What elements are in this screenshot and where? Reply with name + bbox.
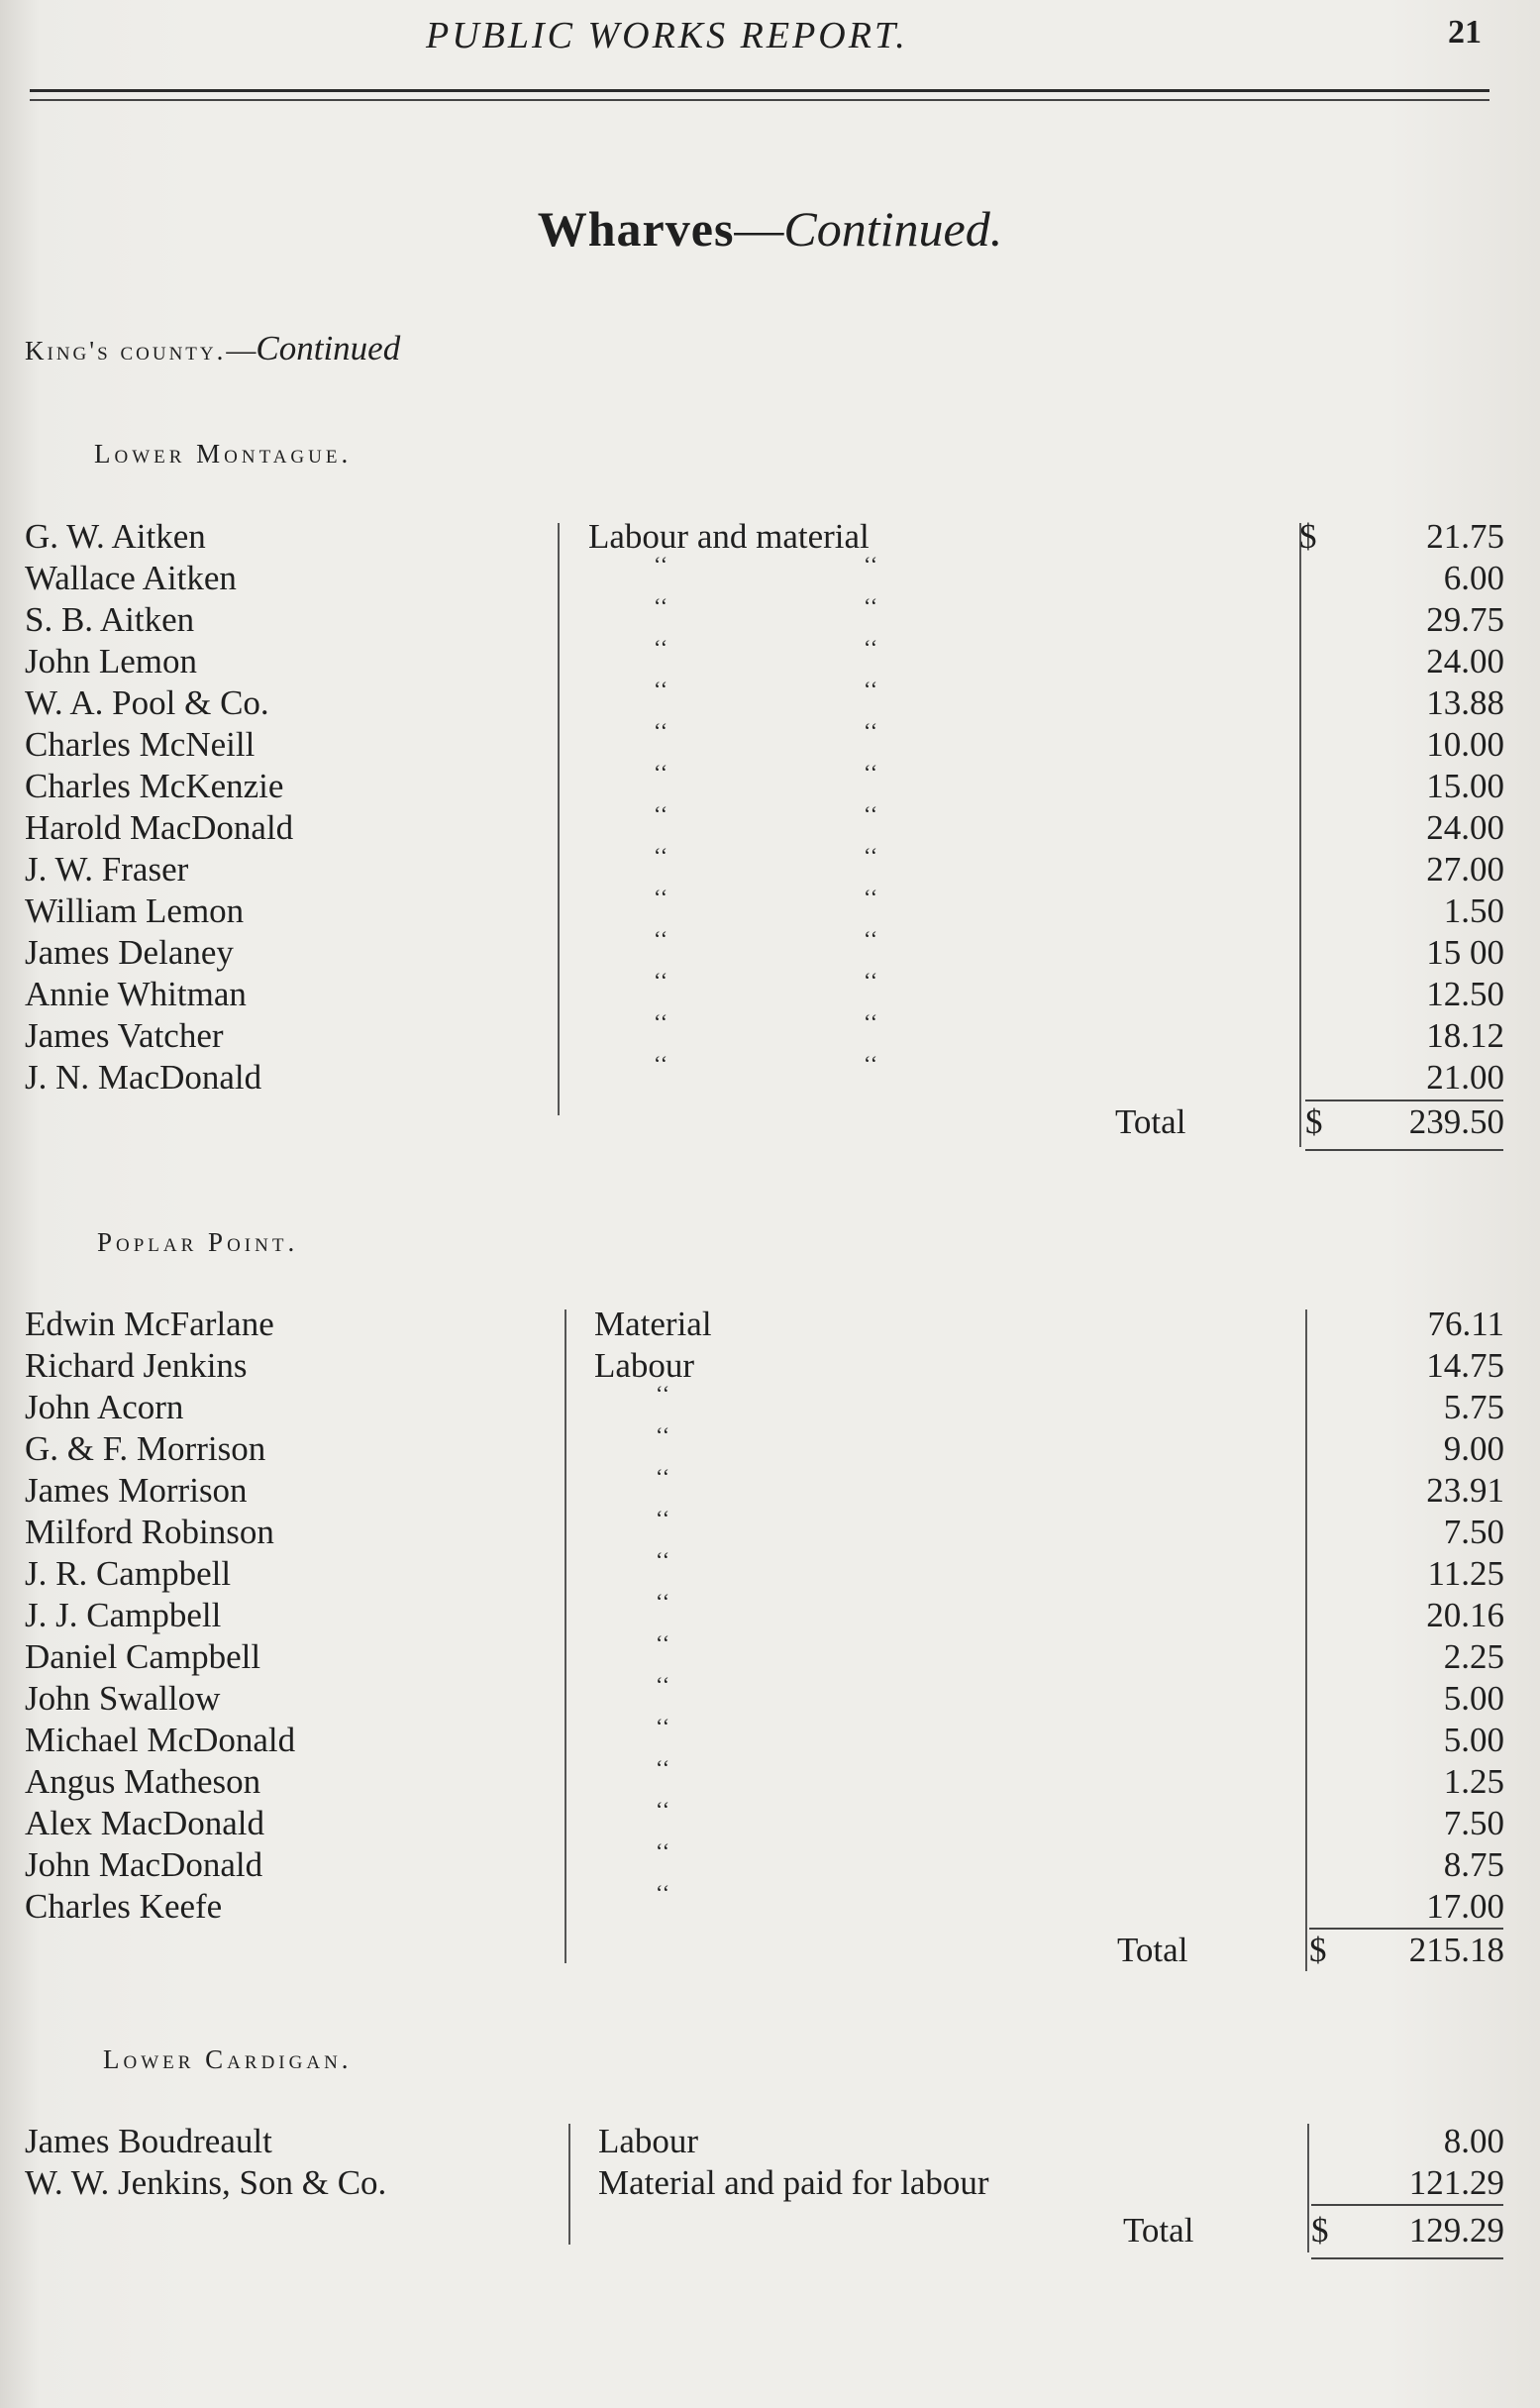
entry-amount: 21.00 (1426, 1058, 1504, 1097)
entry-name: Alex MacDonald (25, 1804, 265, 1842)
entry-amount: 7.50 (1443, 1804, 1504, 1842)
ledger-row (0, 552, 1540, 599)
entry-amount: 27.00 (1426, 850, 1504, 889)
entry-amount: 13.88 (1426, 683, 1504, 722)
ledger-row (0, 1630, 1540, 1678)
entry-name: G. W. Aitken (25, 517, 206, 556)
entry-name: John Acorn (25, 1388, 184, 1426)
ledger-row (0, 1589, 1540, 1636)
ledger-row (0, 1880, 1540, 1928)
entry-amount: 10.00 (1426, 725, 1504, 764)
section-title (0, 200, 1540, 258)
entry-amount: 2.25 (1443, 1637, 1504, 1676)
ledger-row (0, 801, 1540, 849)
group-heading-poplar-point: Poplar Point. (97, 1227, 299, 1257)
header-rule-thin (30, 99, 1489, 101)
entry-name: Richard Jenkins (25, 1346, 248, 1385)
page-number: 21 (1448, 14, 1482, 51)
entry-name: W. W. Jenkins, Son & Co. (25, 2163, 387, 2202)
ditto-mark: ‘‘ (656, 1838, 671, 1863)
county-name: King's county. (25, 336, 227, 366)
ledger-row (0, 1381, 1540, 1428)
ditto-mark: ‘‘ (864, 593, 879, 618)
entry-amount: 1.50 (1443, 891, 1504, 930)
entry-name: John Swallow (25, 1679, 221, 1718)
entry-amount: 11.25 (1427, 1554, 1504, 1593)
ledger-row (0, 677, 1540, 724)
ledger-row (0, 1464, 1540, 1512)
entry-name: John MacDonald (25, 1845, 263, 1884)
ditto-mark: ‘‘ (654, 926, 669, 951)
entry-amount: 8.00 (1443, 2122, 1504, 2160)
entry-name: Charles McKenzie (25, 767, 284, 805)
ditto-mark: ‘‘ (656, 1381, 671, 1406)
entry-name: S. B. Aitken (25, 600, 195, 639)
ledger-row (0, 1506, 1540, 1553)
entry-description: Labour (598, 2122, 699, 2160)
entry-description: Labour and material (588, 517, 870, 556)
entry-description: Material and paid for labour (598, 2163, 989, 2202)
ditto-mark: ‘‘ (864, 801, 879, 826)
ledger-row (0, 760, 1540, 807)
entry-name: W. A. Pool & Co. (25, 683, 269, 722)
entry-amount: 7.50 (1443, 1513, 1504, 1551)
county-continued: Continued (256, 329, 401, 367)
entry-amount: 5.75 (1443, 1388, 1504, 1426)
entry-name: Milford Robinson (25, 1513, 274, 1551)
entry-amount: 121.29 (1408, 2163, 1504, 2202)
entry-name: G. & F. Morrison (25, 1429, 266, 1468)
ditto-mark: ‘‘ (864, 843, 879, 868)
ditto-mark: ‘‘ (656, 1672, 671, 1697)
ditto-mark: ‘‘ (864, 635, 879, 660)
ditto-mark: ‘‘ (654, 843, 669, 868)
ditto-mark: ‘‘ (864, 552, 879, 576)
entry-name: J. W. Fraser (25, 850, 189, 889)
section-title-main: Wharves (537, 201, 735, 257)
entry-amount: 20.16 (1426, 1596, 1504, 1634)
dollar-sign: $ (1311, 2211, 1329, 2250)
entry-amount: 8.75 (1443, 1845, 1504, 1884)
entry-name: John Lemon (25, 642, 198, 681)
total-amount: 239.50 (1408, 1102, 1504, 1141)
entry-name: James Vatcher (25, 1016, 224, 1055)
dollar-sign: $ (1305, 1102, 1323, 1141)
entry-amount: 14.75 (1426, 1346, 1504, 1385)
group-heading-lower-cardigan: Lower Cardigan. (103, 2044, 353, 2074)
ditto-mark: ‘‘ (656, 1589, 671, 1614)
ledger-row (0, 1755, 1540, 1803)
entry-description: Material (594, 1305, 712, 1343)
ditto-mark: ‘‘ (654, 760, 669, 785)
ditto-mark: ‘‘ (864, 885, 879, 909)
entry-name: James Delaney (25, 933, 234, 972)
running-head (0, 14, 1540, 63)
entry-name: Angus Matheson (25, 1762, 261, 1801)
ledger-row (0, 1422, 1540, 1470)
county-heading (25, 329, 400, 368)
entry-name: J. J. Campbell (25, 1596, 222, 1634)
entry-name: J. R. Campbell (25, 1554, 232, 1593)
ditto-mark: ‘‘ (656, 1547, 671, 1572)
entry-name: James Morrison (25, 1471, 248, 1510)
total-amount: 215.18 (1408, 1931, 1504, 1969)
ledger-row (0, 718, 1540, 766)
ledger-row (0, 1345, 1540, 1387)
entry-amount: 17.00 (1426, 1887, 1504, 1926)
entry-amount: 18.12 (1426, 1016, 1504, 1055)
entry-amount: 24.00 (1426, 642, 1504, 681)
ditto-mark: ‘‘ (864, 1009, 879, 1034)
entry-amount: 15.00 (1426, 767, 1504, 805)
ledger-row (0, 1672, 1540, 1720)
ledger-row (0, 593, 1540, 641)
entry-amount: 23.91 (1426, 1471, 1504, 1510)
ditto-mark: ‘‘ (654, 1051, 669, 1076)
ditto-mark: ‘‘ (654, 593, 669, 618)
ditto-mark: ‘‘ (656, 1714, 671, 1738)
ledger-row (0, 1009, 1540, 1057)
ditto-mark: ‘‘ (656, 1506, 671, 1530)
total-underline (1305, 1149, 1503, 1151)
ledger-row (0, 1051, 1540, 1099)
entry-name: James Boudreault (25, 2122, 272, 2160)
ditto-mark: ‘‘ (864, 968, 879, 993)
entry-amount: 24.00 (1426, 808, 1504, 847)
total-label: Total (1115, 1102, 1186, 1141)
ditto-mark: ‘‘ (656, 1755, 671, 1780)
ditto-mark: ‘‘ (654, 885, 669, 909)
entry-name: Michael McDonald (25, 1721, 296, 1759)
ditto-mark: ‘‘ (654, 801, 669, 826)
entry-name: Annie Whitman (25, 975, 247, 1013)
ditto-mark: ‘‘ (656, 1880, 671, 1905)
running-title: PUBLIC WORKS REPORT. (426, 15, 908, 56)
group-heading-lower-montague: Lower Montague. (94, 439, 353, 469)
ledger-row (0, 885, 1540, 932)
entry-name: Harold MacDonald (25, 808, 294, 847)
entry-name: Charles McNeill (25, 725, 256, 764)
total-underline (1311, 2257, 1503, 2259)
ditto-mark: ‘‘ (864, 926, 879, 951)
dollar-sign: $ (1299, 517, 1317, 556)
header-rule (30, 89, 1489, 92)
entry-name: William Lemon (25, 891, 245, 930)
ledger-row (0, 635, 1540, 682)
entry-amount: 6.00 (1443, 559, 1504, 597)
ditto-mark: ‘‘ (656, 1630, 671, 1655)
ledger-row (0, 968, 1540, 1015)
ditto-mark: ‘‘ (656, 1797, 671, 1822)
ditto-mark: ‘‘ (864, 760, 879, 785)
total-row-poplar-point (0, 1930, 1540, 1971)
ditto-mark: ‘‘ (864, 718, 879, 743)
ditto-mark: ‘‘ (864, 1051, 879, 1076)
ledger-row (0, 843, 1540, 890)
entry-amount: 76.11 (1427, 1305, 1504, 1343)
ditto-mark: ‘‘ (654, 552, 669, 576)
ditto-mark: ‘‘ (654, 677, 669, 701)
ledger-row (0, 516, 1540, 558)
total-label: Total (1123, 2211, 1194, 2250)
ditto-mark: ‘‘ (864, 677, 879, 701)
entry-amount: 21.75 (1426, 517, 1504, 556)
entry-name: Edwin McFarlane (25, 1305, 274, 1343)
dollar-sign: $ (1309, 1931, 1327, 1969)
ditto-mark: ‘‘ (656, 1464, 671, 1489)
ledger-row (0, 1304, 1540, 1345)
sum-line (1311, 2204, 1503, 2206)
ditto-mark: ‘‘ (654, 635, 669, 660)
entry-name: Daniel Campbell (25, 1637, 261, 1676)
section-title-continued: Continued. (783, 201, 1003, 257)
entry-name: J. N. MacDonald (25, 1058, 262, 1097)
ledger-row (0, 2162, 1540, 2204)
entry-name: Wallace Aitken (25, 559, 237, 597)
total-row-lower-cardigan (0, 2210, 1540, 2251)
total-amount: 129.29 (1408, 2211, 1504, 2250)
ledger-row (0, 1838, 1540, 1886)
ditto-mark: ‘‘ (654, 968, 669, 993)
section-title-dash: — (734, 201, 784, 257)
ditto-mark: ‘‘ (654, 718, 669, 743)
ledger-row (0, 1714, 1540, 1761)
entry-amount: 29.75 (1426, 600, 1504, 639)
county-dash: — (226, 334, 257, 366)
entry-description: Labour (594, 1346, 695, 1385)
entry-amount: 5.00 (1443, 1679, 1504, 1718)
entry-amount: 9.00 (1443, 1429, 1504, 1468)
ledger-row (0, 926, 1540, 974)
entry-amount: 15 00 (1426, 933, 1504, 972)
ledger-row (0, 1797, 1540, 1844)
ledger-row (0, 2121, 1540, 2162)
total-label: Total (1117, 1931, 1188, 1969)
entry-name: Charles Keefe (25, 1887, 223, 1926)
entry-amount: 1.25 (1443, 1762, 1504, 1801)
ditto-mark: ‘‘ (654, 1009, 669, 1034)
ditto-mark: ‘‘ (656, 1422, 671, 1447)
total-row-lower-montague (0, 1101, 1540, 1143)
entry-amount: 12.50 (1426, 975, 1504, 1013)
ledger-row (0, 1547, 1540, 1595)
entry-amount: 5.00 (1443, 1721, 1504, 1759)
